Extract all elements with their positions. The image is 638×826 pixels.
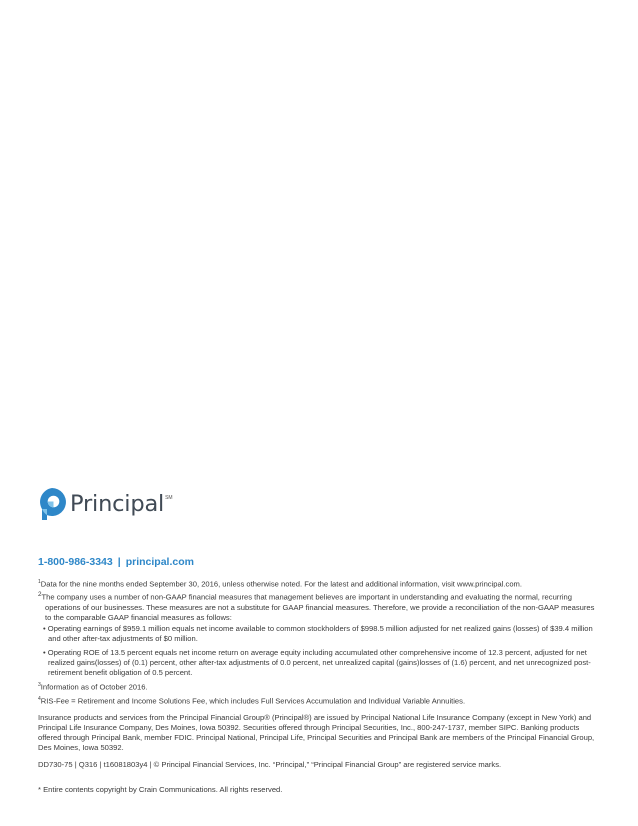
footnote-4 <box>38 694 596 707</box>
principal-logo <box>38 487 173 521</box>
website-link[interactable]: principal.com <box>125 556 194 568</box>
phone-number: 1-800-986-3343 <box>38 556 113 568</box>
footnote-2-number: 2 <box>38 591 42 598</box>
bullet-text: Operating earnings of $959.1 million equals net income available to common stockholders of $998.5 million adjusted for net realized gains (losses) of $39.4 million and other after-tax adjustments of $0 million. <box>47 624 593 643</box>
legal-line: DD730-75 | Q316 | t16081803y4 | © Principal Financial Services, Inc. “Principal,” “Principal Financial Group” are registered service marks. <box>38 760 502 769</box>
bullet-marker: • <box>43 624 46 633</box>
copyright-notice: * Entire contents copyright by Crain Communications. All rights reserved. <box>38 785 283 794</box>
footnote-1-text: Data for the nine months ended September 30, 2016, unless otherwise noted. For the latest and additional information, visit www.principal.com. <box>40 579 522 589</box>
bullet-text: Operating ROE of 13.5 percent equals net income return on average equity including accumulated other comprehensive income of 12.3 percent, adjusted for net realized gains(losses) of (0.1) percent, other after-tax adjustments of 0.0 percent, net unrealized capital (gains)losses of (1.6) percent, and net unrecognized post-retirement benefit obligation of 0.5 percent. <box>47 648 591 677</box>
logo-wordmark: Principal <box>70 491 165 517</box>
footnote-4-number: 4 <box>38 696 41 702</box>
footnote-2 <box>38 590 600 623</box>
service-mark: SM <box>165 495 173 501</box>
footnote-4-text: RIS-Fee = Retirement and Income Solutions Fee, which includes Full Services Accumulation and Individual Variable Annuities. <box>40 696 466 706</box>
footnote-1-number: 1 <box>38 579 41 585</box>
footnote-2-bullet <box>43 624 601 644</box>
footnote-2-text: The company uses a number of non-GAAP financial measures that management believes are important in understanding and evaluating the normal, recurring operations of our businesses. These measures are not a substitute for GAAP financial measures. Therefore, we provide a reconciliation of the non-GAAP measures to the comparable GAAP financial measures as follows: <box>41 592 595 622</box>
footnote-3-text: Information as of October 2016. <box>40 682 148 692</box>
footnote-3-number: 3 <box>38 682 41 688</box>
footnote-3 <box>38 680 596 693</box>
contact-line <box>38 556 194 568</box>
contact-separator: | <box>117 556 121 568</box>
footnote-1 <box>38 577 596 590</box>
footnote-2-bullet <box>43 648 601 678</box>
disclosure-paragraph: Insurance products and services from the Principal Financial Group® (Principal®) are issued by Principal National Life Insurance Company (except in New York) and Principal Life Insurance Company, Des Moines, Iowa 50392. Securities offered through Principal Securities, Inc., 800-247-1737, member SIPC. Banking products offered through Principal Bank, member FDIC. Principal National, Principal Life, Principal Securities and Principal Bank are members of the Principal Financial Group, Des Moines, Iowa 50392. <box>38 713 595 752</box>
principal-logo-icon <box>38 487 68 521</box>
bullet-marker: • <box>43 648 46 657</box>
